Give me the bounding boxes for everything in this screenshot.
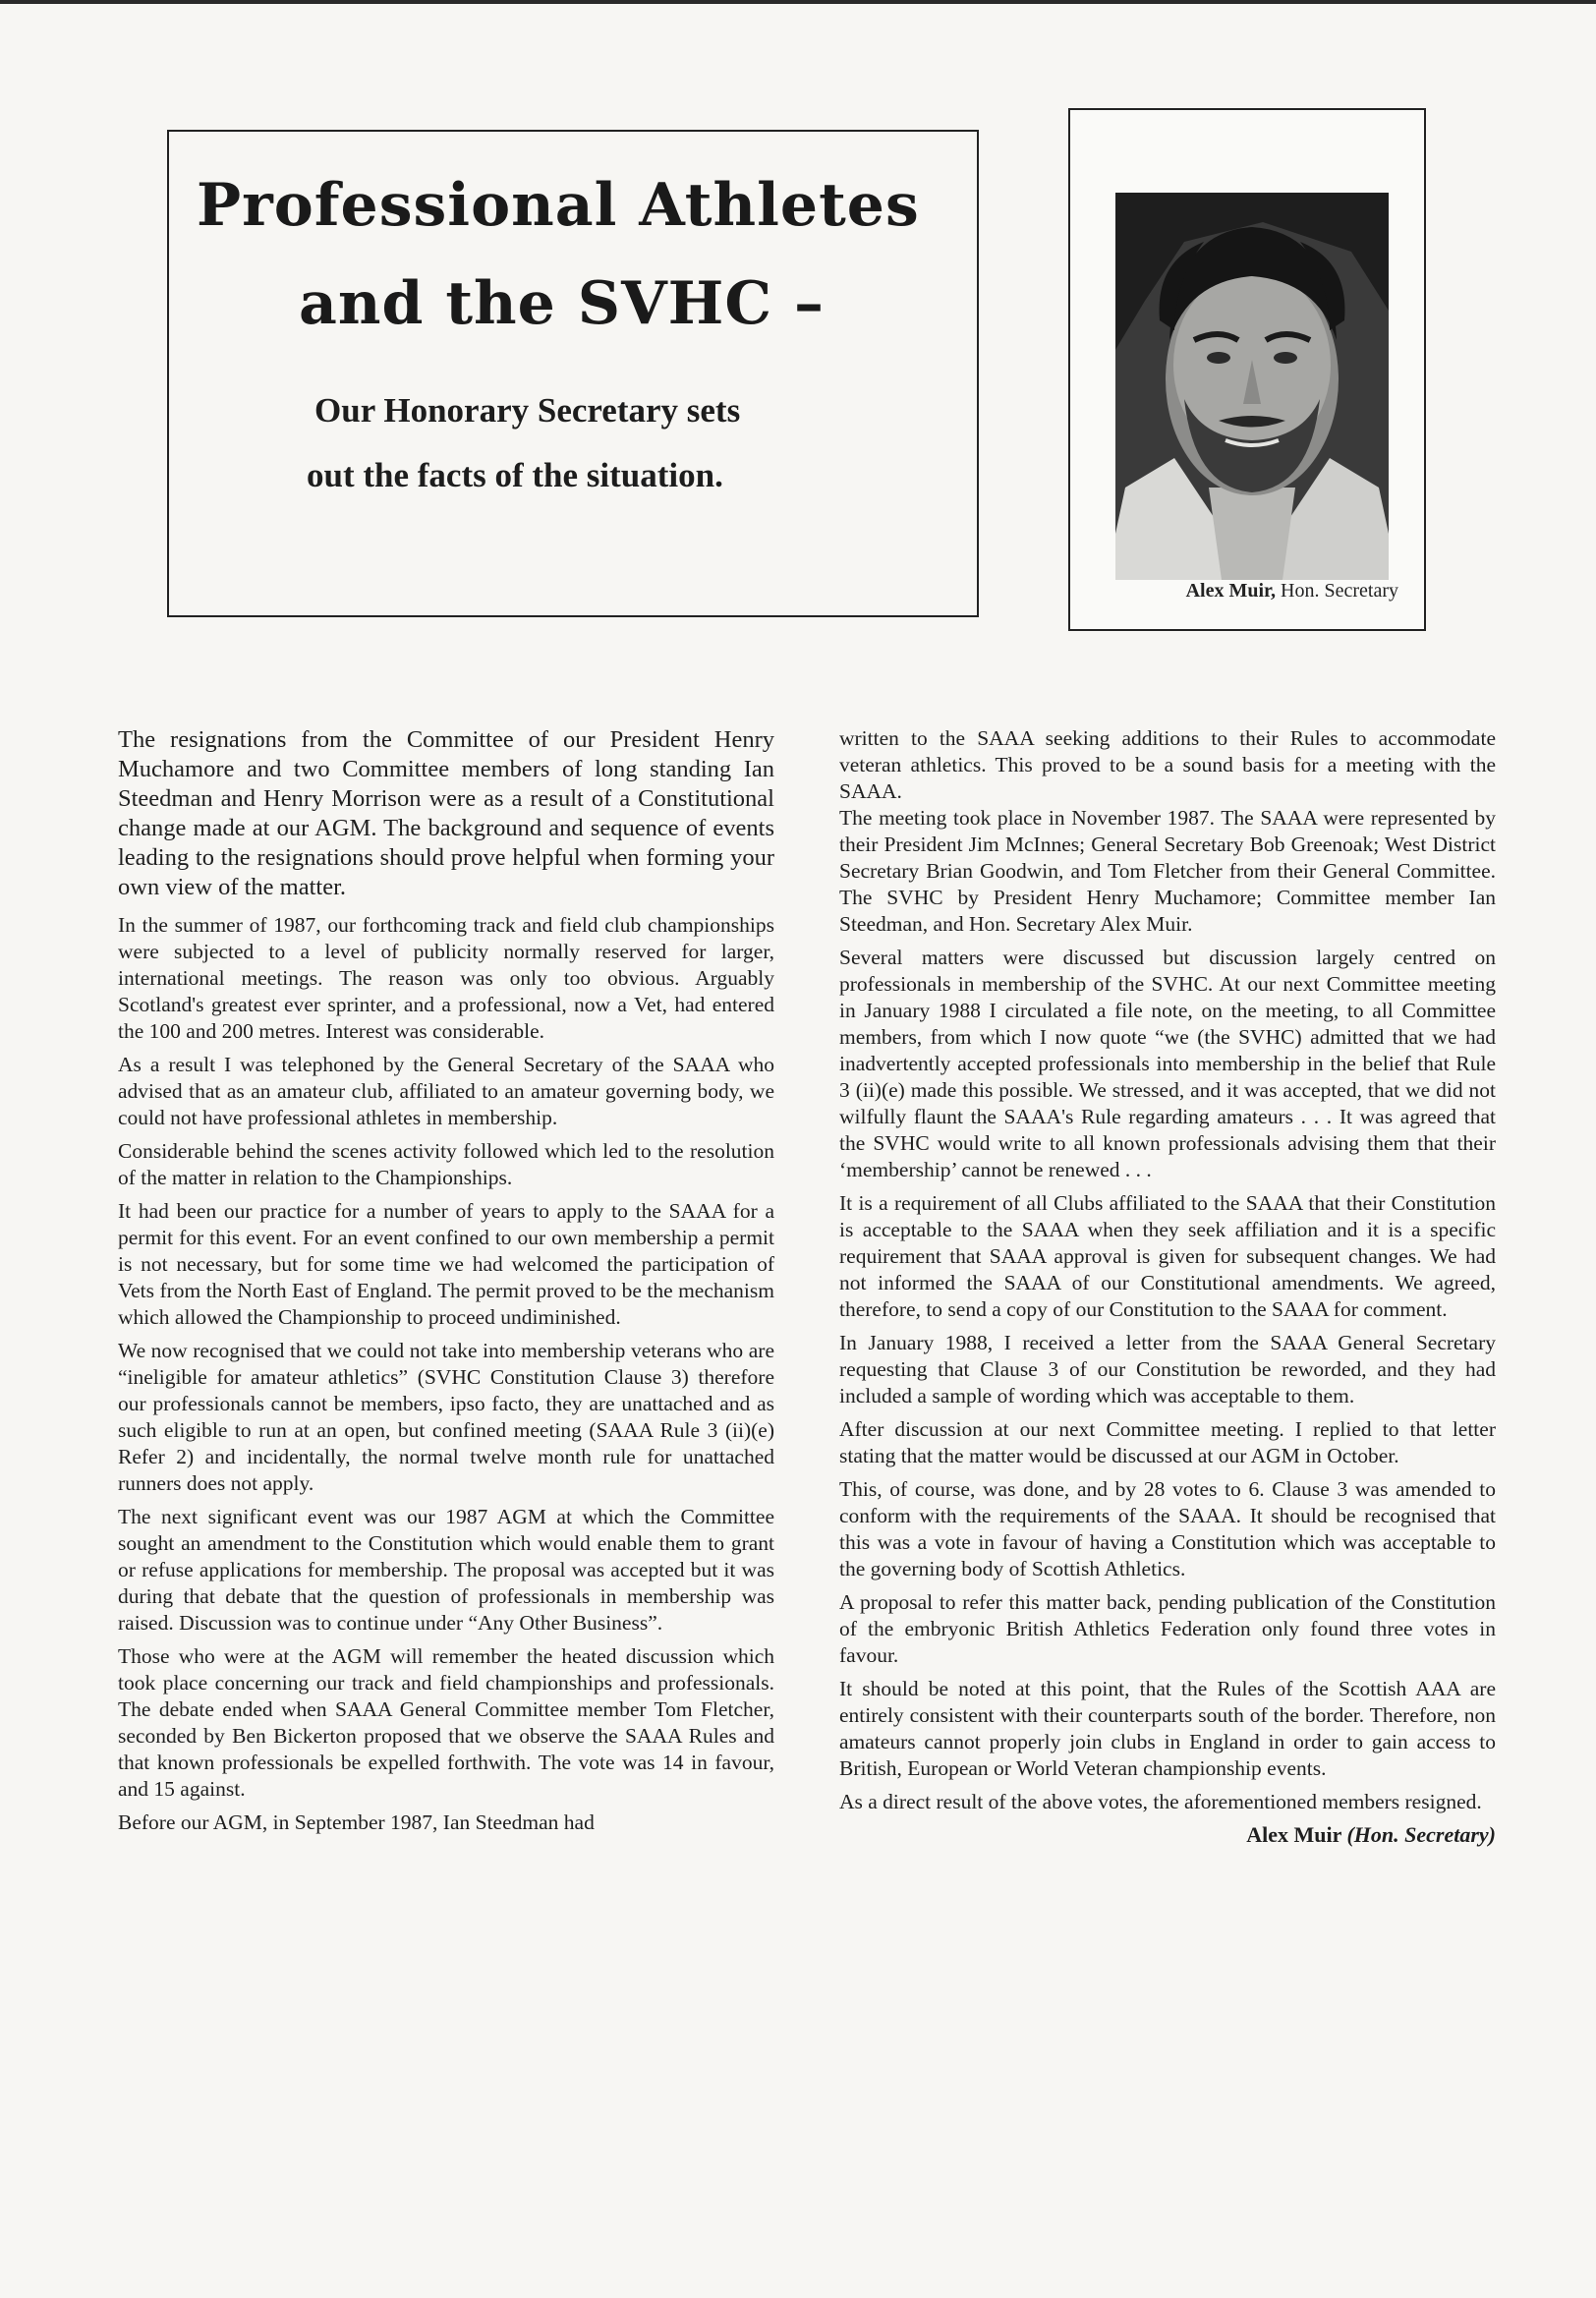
portrait-illustration	[1115, 193, 1389, 580]
portrait-frame	[1068, 108, 1426, 631]
signature-name: Alex Muir	[1246, 1822, 1341, 1847]
article-column-right	[839, 725, 1496, 1848]
article-paragraph: The resignations from the Committee of our President Henry Muchamore and two Committee members of long standing Ian Steedman and Henry Morrison were as a result of a Constitutional change made at our AGM. The background and sequence of events leading to the resignations should prove helpful when forming your own view of the matter.	[118, 726, 774, 900]
article-paragraph: A proposal to refer this matter back, pending publication of the Constitution of the embryonic British Athletics Federation only found three votes in favour.	[839, 1590, 1496, 1667]
headline-line-2: and the SVHC –	[299, 269, 825, 338]
article-paragraph: As a result I was telephoned by the General Secretary of the SAAA who advised that as an amateur club, affiliated to an amateur governing body, we could not have professional athletes in membership.	[118, 1053, 774, 1129]
article-paragraph: In January 1988, I received a letter from the SAAA General Secretary requesting that Clause 3 of our Constitution be reworded, and they had included a sample of wording which was acceptable to them.	[839, 1331, 1496, 1408]
portrait-caption	[1070, 580, 1398, 603]
article-paragraph: After discussion at our next Committee meeting. I replied to that letter stating that the matter would be discussed at our AGM in October.	[839, 1417, 1496, 1467]
article-paragraph: As a direct result of the above votes, the aforementioned members resigned.	[839, 1790, 1482, 1813]
article-paragraph: It had been our practice for a number of years to apply to the SAAA for a permit for this event. For an event confined to our own membership a permit is not necessary, but for some time we had welcomed the participation of Vets from the North East of England. The permit proved to be the mechanism which allowed the Championship to proceed undiminished.	[118, 1199, 774, 1329]
signature-title: (Hon. Secretary)	[1346, 1822, 1496, 1847]
subheadline-line-1: Our Honorary Secretary sets	[314, 391, 741, 430]
page-top-edge	[0, 0, 1596, 4]
subheadline-line-2: out the facts of the situation.	[307, 456, 723, 494]
article-paragraph: Several matters were discussed but discussion largely centred on professionals in membership of the SVHC. At our next Committee meeting in January 1988 I circulated a file note, on the meeting, to all Committee members, from which I now quote “we (the SVHC) admitted that we had inadvertently accepted professionals into membership in the belief that Rule 3 (ii)(e) made this possible. We stressed, and it was accepted, that we did not wilfully flaunt the SAAA's Rule regarding amateurs . . . It was agreed that the SVHC would write to all known professionals advising them that their ‘membership’ cannot be renewed . . .	[839, 946, 1496, 1181]
article-paragraph: In the summer of 1987, our forthcoming track and field club championships were subjected to a level of publicity normally reserved for larger, international meetings. The reason was only too obvious. Arguably Scotland's greatest ever sprinter, and a professional, now a Vet, had entered the 100 and 200 metres. Interest was considerable.	[118, 913, 774, 1043]
headline-line-1: Professional Athletes	[197, 171, 920, 240]
signature	[839, 1822, 1496, 1848]
caption-name: Alex Muir,	[1185, 580, 1277, 602]
article-paragraph: written to the SAAA seeking additions to their Rules to accommodate veteran athletics. This proved to be a sound basis for a meeting with the SAAA.	[839, 726, 1496, 803]
article-paragraph: Those who were at the AGM will remember the heated discussion which took place concerning our track and field championships and professionals. The debate ended when SAAA General Committee member Tom Fletcher, seconded by Ben Bickerton proposed that we observe the SAAA Rules and that known professionals be expelled forthwith. The vote was 14 in favour, and 15 against.	[118, 1644, 774, 1801]
article-paragraph: The next significant event was our 1987 AGM at which the Committee sought an amendment to the Constitution which would enable them to grant or refuse applications for membership. The proposal was accepted but it was during that debate that the question of professionals in membership was raised. Discussion was to continue under “Any Other Business”.	[118, 1505, 774, 1635]
article-paragraph: Before our AGM, in September 1987, Ian Steedman had	[118, 1810, 595, 1834]
caption-role: Hon. Secretary	[1276, 580, 1398, 602]
portrait-photo	[1115, 193, 1389, 580]
article-paragraph: It should be noted at this point, that the Rules of the Scottish AAA are entirely consistent with their counterparts south of the border. Therefore, non amateurs cannot properly join clubs in England in order to gain access to British, European or World Veteran championship events.	[839, 1677, 1496, 1780]
article-paragraph: It is a requirement of all Clubs affiliated to the SAAA that their Constitution is acceptable to the SAAA when they seek affiliation and it is a specific requirement that SAAA approval is given for subsequent changes. We had not informed the SAAA of our Constitutional amendments. We agreed, therefore, to send a copy of our Constitution to the SAAA for comment.	[839, 1191, 1496, 1321]
article-paragraph: Considerable behind the scenes activity followed which led to the resolution of the matter in relation to the Championships.	[118, 1139, 774, 1189]
article-paragraph: We now recognised that we could not take into membership veterans who are “ineligible for amateur athletics” (SVHC Constitution Clause 3) therefore our professionals cannot be members, ipso facto, they are unattached and as such eligible to run at an open, but confined meeting (SAAA Rule 3 (ii)(e) Refer 2) and incidentally, the normal twelve month rule for unattached runners does not apply.	[118, 1339, 774, 1495]
title-box	[167, 130, 979, 617]
article-paragraph: This, of course, was done, and by 28 votes to 6. Clause 3 was amended to conform with the requirements of the SAAA. It should be recognised that this was a vote in favour of having a Constitution which was acceptable to the governing body of Scottish Athletics.	[839, 1477, 1496, 1580]
article-column-left	[118, 725, 774, 1836]
article-paragraph: The meeting took place in November 1987. The SAAA were represented by their President Jim McInnes; General Secretary Bob Greenoak; West District Secretary Brian Goodwin, and Tom Fletcher from their General Committee. The SVHC by President Henry Muchamore; Committee member Ian Steedman, and Hon. Secretary Alex Muir.	[839, 806, 1496, 936]
